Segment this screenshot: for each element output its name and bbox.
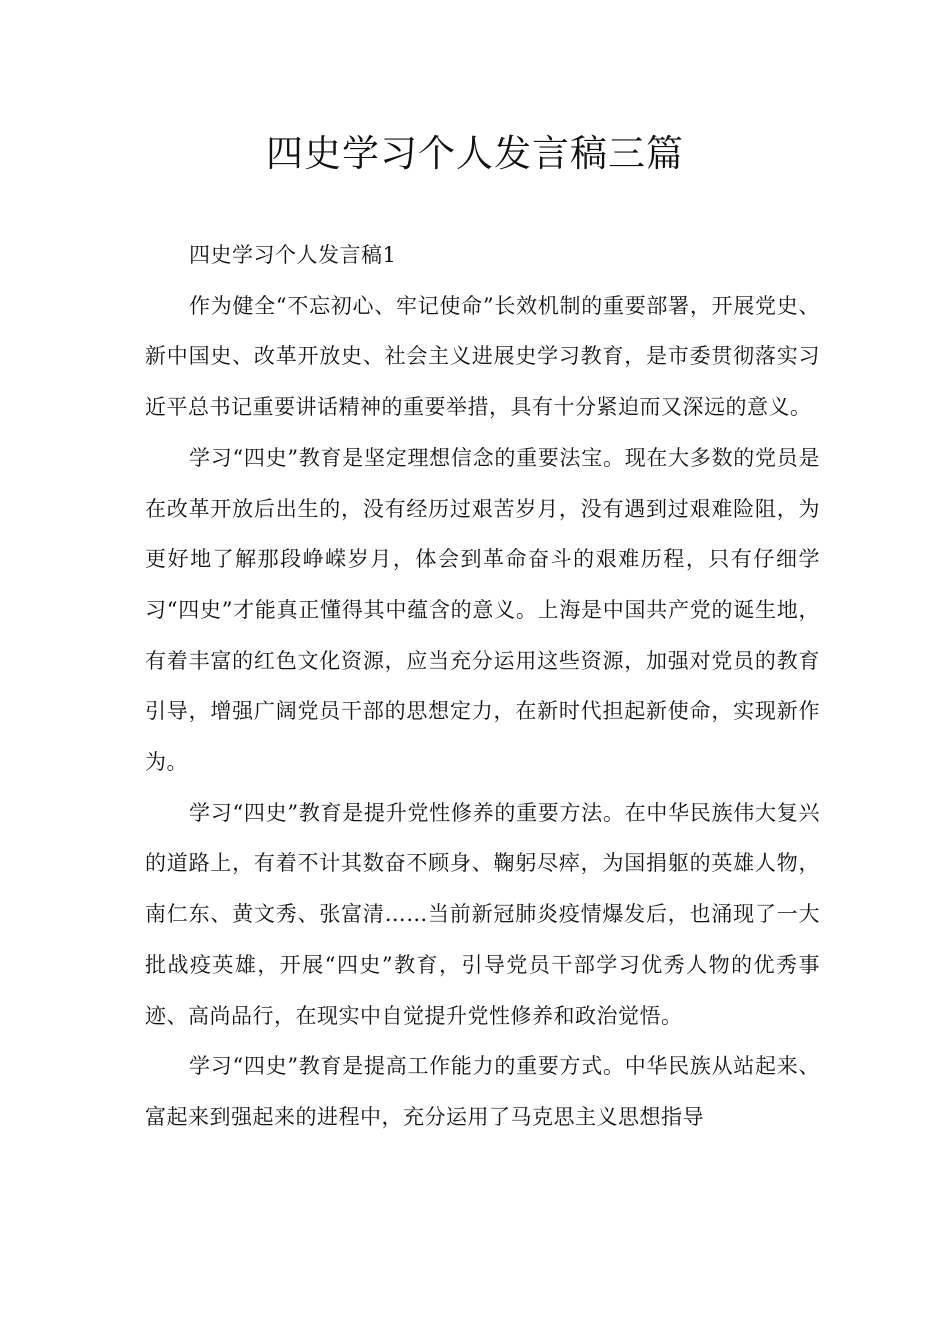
paragraph: 学习“四史”教育是坚定理想信念的重要法宝。现在大多数的党员是在改革开放后出生的，没有经历过艰苦岁月，没有遇到过艰难险阻，为更好地了解那段峥嵘岁月，体会到革命奋斗的艰难历程，只有仔细学习“四史”才能真正懂得其中蕴含的意义。上海是中国共产党的诞生地，有着丰富的红色文化资源，应当充分运用这些资源，加强对党员的教育引导，增强广阔党员干部的思想定力，在新时代担起新使命，实现新作为。 xyxy=(145,445,820,775)
paragraph: 作为健全“不忘初心、牢记使命”长效机制的重要部署，开展党史、新中国史、改革开放史、社会主义进展史学习教育，是市委贯彻落实习近平总书记重要讲话精神的重要举措，具有十分紧迫而又深远的意义。 xyxy=(145,293,820,420)
document-title: 四史学习个人发言稿三篇 xyxy=(266,132,684,175)
document-body xyxy=(145,230,820,1143)
paragraph: 学习“四史”教育是提升党性修养的重要方法。在中华民族伟大复兴的道路上，有着不计其数奋不顾身、鞠躬尽瘁，为国捐躯的英雄人物，南仁东、黄文秀、张富清……当前新冠肺炎疫情爆发后，也涌现了一大批战疫英雄，开展“四史”教育，引导党员干部学习优秀人物的优秀事迹、高尚品行，在现实中自觉提升党性修养和政治觉悟。 xyxy=(145,800,820,1028)
paragraph: 学习“四史”教育是提高工作能力的重要方式。中华民族从站起来、富起来到强起来的进程中，充分运用了马克思主义思想指导 xyxy=(145,1054,820,1129)
section-heading: 四史学习个人发言稿1 xyxy=(189,243,397,267)
